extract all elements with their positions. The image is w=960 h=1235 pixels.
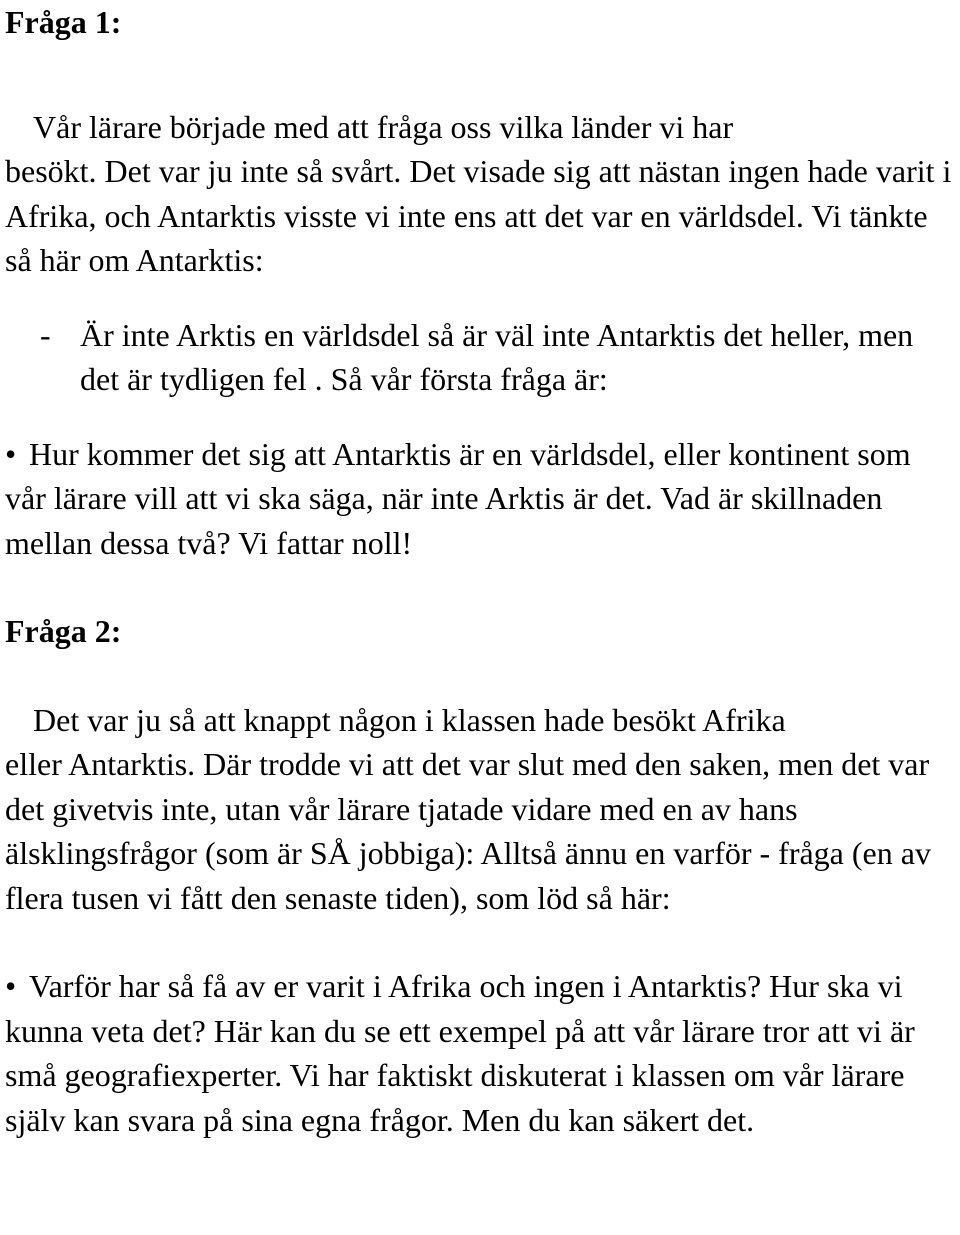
- paragraph-intro-1: [5, 105, 957, 283]
- dash-list-text: Är inte Arktis en världsdel så är väl inte Antarktis det heller, men det är tydligen fel . Så vår första fråga är:: [80, 316, 914, 397]
- document: [5, 0, 957, 1142]
- dash-list-item: [5, 313, 957, 402]
- paragraph-intro-2-first-line: Det var ju så att knappt någon i klassen hade besökt Afrika: [33, 701, 786, 738]
- paragraph-intro-1-first-line: Vår lärare började med att fråga oss vilka länder vi har: [33, 108, 734, 145]
- dash-marker: -: [40, 316, 51, 353]
- paragraph-intro-2-rest: eller Antarktis. Där trodde vi att det var slut med den saken, men det var det givetvis inte, utan vår lärare tjatade vidare med en av hans älsklingsfrågor (som är SÅ jobbiga): Alltså ännu en varför - fråga (en av flera tusen vi fått den senaste tiden), som löd så här:: [5, 746, 931, 916]
- bullet-question-1-text: Hur kommer det sig att Antarktis är en världsdel, eller kontinent som vår lärare vill att vi ska säga, när inte Arktis är det. Vad är skillnaden mellan dessa två? Vi fattar noll!: [5, 435, 911, 561]
- heading-question-1: Fråga 1:: [5, 4, 122, 40]
- bullet-question-2-text: Varför har så få av er varit i Afrika och ingen i Antarktis? Hur ska vi kunna veta det? Här kan du se ett exempel på att vår lärare tror att vi är små geografiexperter. Vi har faktiskt diskuterat i klassen om vår lärare själv kan svara på sina egna frågor. Men du kan säkert det.: [5, 968, 915, 1138]
- bullet-marker: •: [5, 435, 17, 472]
- heading-question-2: Fråga 2:: [5, 613, 122, 649]
- bullet-question-2: [5, 964, 957, 1142]
- paragraph-intro-2: [5, 698, 957, 921]
- bullet-question-1: [5, 432, 957, 566]
- paragraph-intro-1-rest: besökt. Det var ju inte så svårt. Det visade sig att nästan ingen hade varit i Afrika, och Antarktis visste vi inte ens att det var en världsdel. Vi tänkte så här om Antarktis:: [5, 153, 952, 278]
- bullet-marker: •: [5, 968, 17, 1004]
